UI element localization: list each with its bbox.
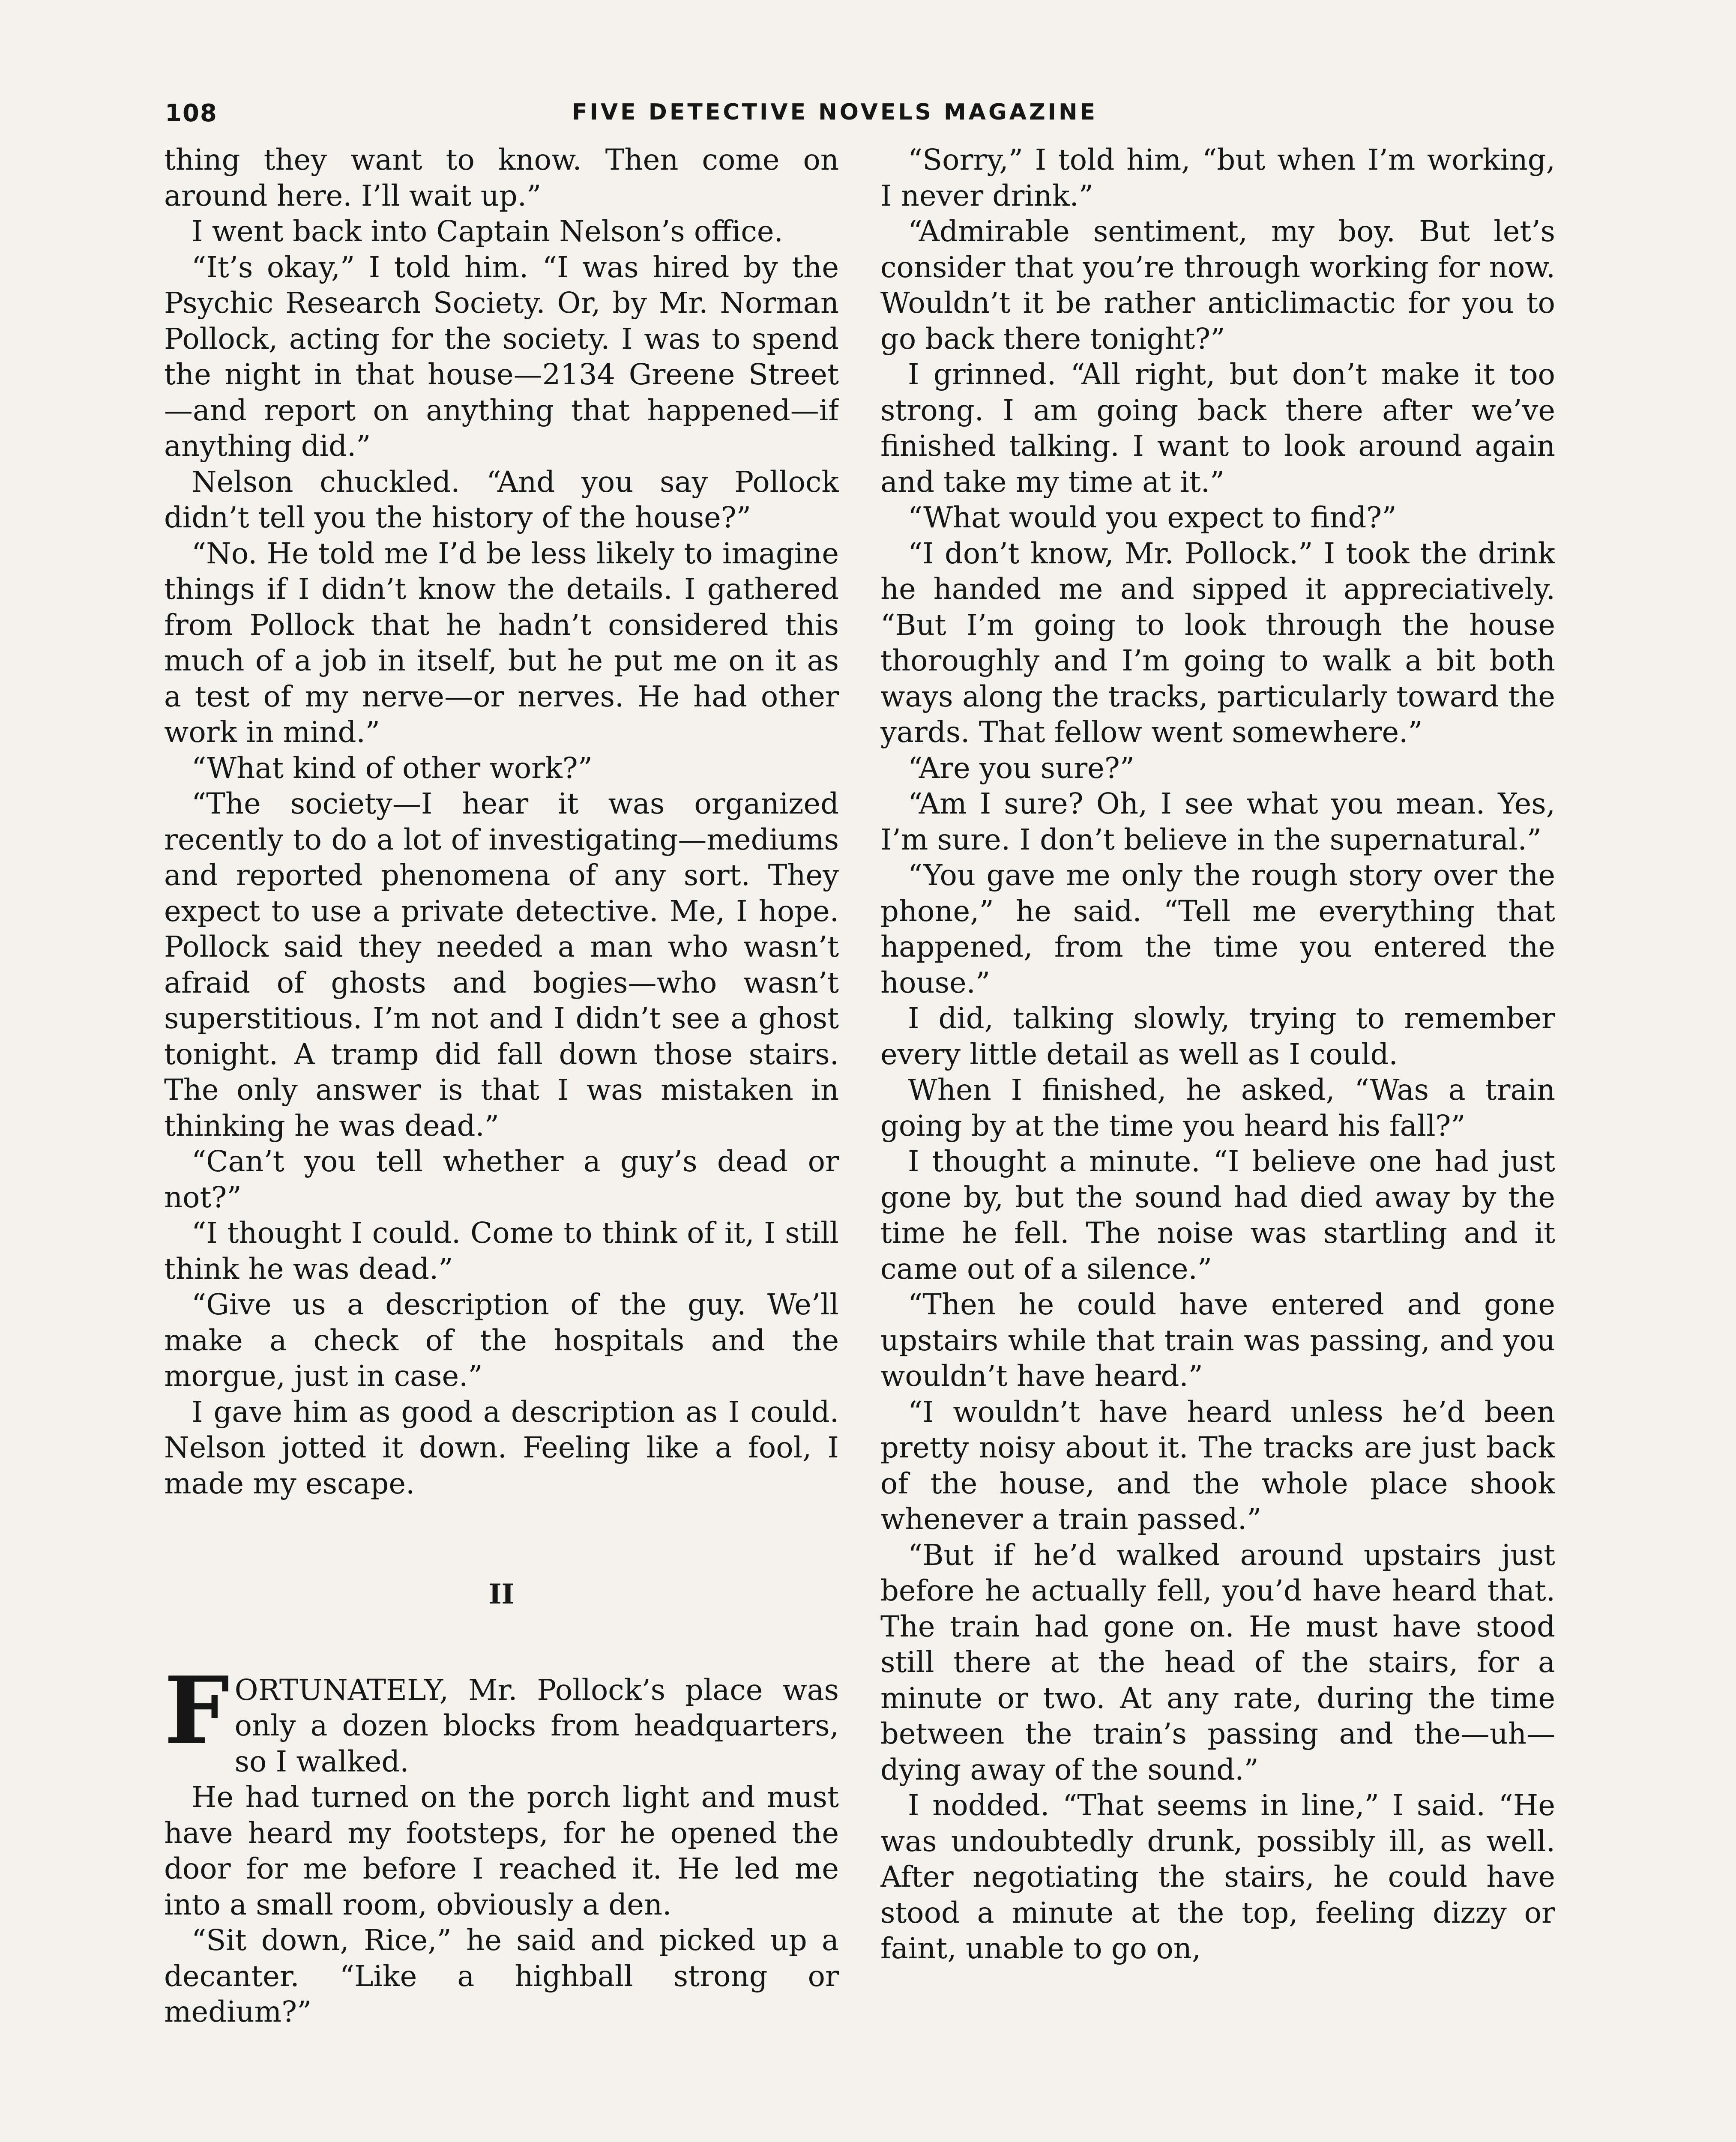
paragraph: I grinned. “All right, but don’t make it too strong. I am going back there after we’ve finished talking. I want to look around again and take my time at it.” — [880, 358, 1555, 499]
paragraph: “Sorry,” I told him, “but when I’m working, I never drink.” — [880, 143, 1555, 212]
section-heading: II — [488, 1578, 515, 1610]
paragraph: “It’s okay,” I told him. “I was hired by the Psychic Research Society. Or, by Mr. Norman Pollock, acting for the society. I was to spend the night in that house—2134 Greene Street—and report on anything that happened—if anything did.” — [164, 250, 839, 463]
drop-cap-paragraph — [164, 1656, 839, 1780]
paragraph: I did, talking slowly, trying to remember every little detail as well as I could. — [880, 1002, 1555, 1071]
paragraph: “I wouldn’t have heard unless he’d been pretty noisy about it. The tracks are just back of the house, and the whole place shook whenever a train passed.” — [880, 1395, 1555, 1536]
paragraph: “Am I sure? Oh, I see what you mean. Yes, I’m sure. I don’t believe in the supernatural.” — [880, 787, 1555, 856]
drop-cap-paragraph-text: ORTUNATELY, Mr. Pollock’s place was only a dozen blocks from headquarters, so I walked. — [234, 1673, 839, 1778]
paragraph: Nelson chuckled. “And you say Pollock didn’t tell you the history of the house?” — [164, 465, 839, 534]
paragraph: “Can’t you tell whether a guy’s dead or not?” — [164, 1145, 839, 1214]
page-number: 108 — [165, 99, 218, 127]
paragraph: He had turned on the porch light and must have heard my footsteps, for he opened the door for me before I reached it. He led me into a small room, obviously a den. — [164, 1780, 839, 1921]
right-column-paragraphs — [880, 142, 1555, 1967]
paragraph: When I finished, he asked, “Was a train going by at the time you heard his fall?” — [880, 1073, 1555, 1143]
paragraph: “The society—I hear it was organized recently to do a lot of investigating—mediums and reported phenomena of any sort. They expect to use a private detective. Me, I hope. Pollock said they needed a man who wasn’t afraid of ghosts and bogies—who wasn’t superstitious. I’m not and I didn’t see a ghost tonight. A tramp did fall down those stairs. The only answer is that I was mistaken in thinking he was dead.” — [164, 787, 839, 1143]
paragraph: “No. He told me I’d be less likely to imagine things if I didn’t know the details. I gathered from Pollock that he hadn’t considered this much of a job in itself, but he put me on it as a test of my nerve—or nerves. He had other work in mind.” — [164, 536, 839, 749]
paragraph: “Are you sure?” — [908, 751, 1134, 785]
paragraph: “Sit down, Rice,” he said and picked up a decanter. “Like a highball strong or medium?” — [164, 1924, 839, 2028]
paragraph: thing they want to know. Then come on around here. I’ll wait up.” — [164, 143, 839, 212]
running-title: FIVE DETECTIVE NOVELS MAGAZINE — [572, 99, 1098, 125]
left-column — [164, 142, 839, 2142]
paragraph: “I don’t know, Mr. Pollock.” I took the drink he handed me and sipped it appreciatively. “But I’m going to look through the house thoroughly and I’m going to walk a bit both ways along the tracks, particularly toward the yards. That fellow went somewhere.” — [880, 536, 1555, 749]
paragraph: I thought a minute. “I believe one had just gone by, but the sound had died away by the time he fell. The noise was startling and it came out of a silence.” — [880, 1145, 1555, 1286]
paragraph: “You gave me only the rough story over the phone,” he said. “Tell me everything that happened, from the time you entered the house.” — [880, 859, 1555, 999]
paragraph: “What would you expect to find?” — [908, 501, 1397, 534]
paragraph: “What kind of other work?” — [192, 751, 593, 785]
paragraph: I went back into Captain Nelson’s office. — [192, 215, 783, 248]
paragraph: “Admirable sentiment, my boy. But let’s consider that you’re through working for now. Wouldn’t it be rather anticlimactic for you to go back there tonight?” — [880, 215, 1555, 356]
left-column-paragraphs — [164, 142, 839, 1502]
left-column-paragraphs-after — [164, 1780, 839, 2030]
right-column — [880, 142, 1555, 2142]
paragraph: I nodded. “That seems in line,” I said. “He was undoubtedly drunk, possibly ill, as well. After negotiating the stairs, he could have stood a minute at the top, feeling dizzy or faint, unable to go on, — [880, 1789, 1555, 1965]
paragraph: “Then he could have entered and gone upstairs while that train was passing, and you wouldn’t have heard.” — [880, 1288, 1555, 1393]
paragraph: “But if he’d walked around upstairs just before he actually fell, you’d have heard that. The train had gone on. He must have stood still there at the head of the stairs, for a minute or two. At any rate, during the time between the train’s passing and the—uh—dying away of the sound.” — [880, 1538, 1555, 1786]
paragraph: I gave him as good a description as I could. Nelson jotted it down. Feeling like a fool, I made my escape. — [164, 1395, 839, 1500]
page-header — [165, 99, 1127, 136]
drop-cap: F — [164, 1656, 230, 1765]
paragraph: “Give us a description of the guy. We’ll make a check of the hospitals and the morgue, just in case.” — [164, 1288, 839, 1393]
paragraph: “I thought I could. Come to think of it, I still think he was dead.” — [164, 1216, 839, 1286]
